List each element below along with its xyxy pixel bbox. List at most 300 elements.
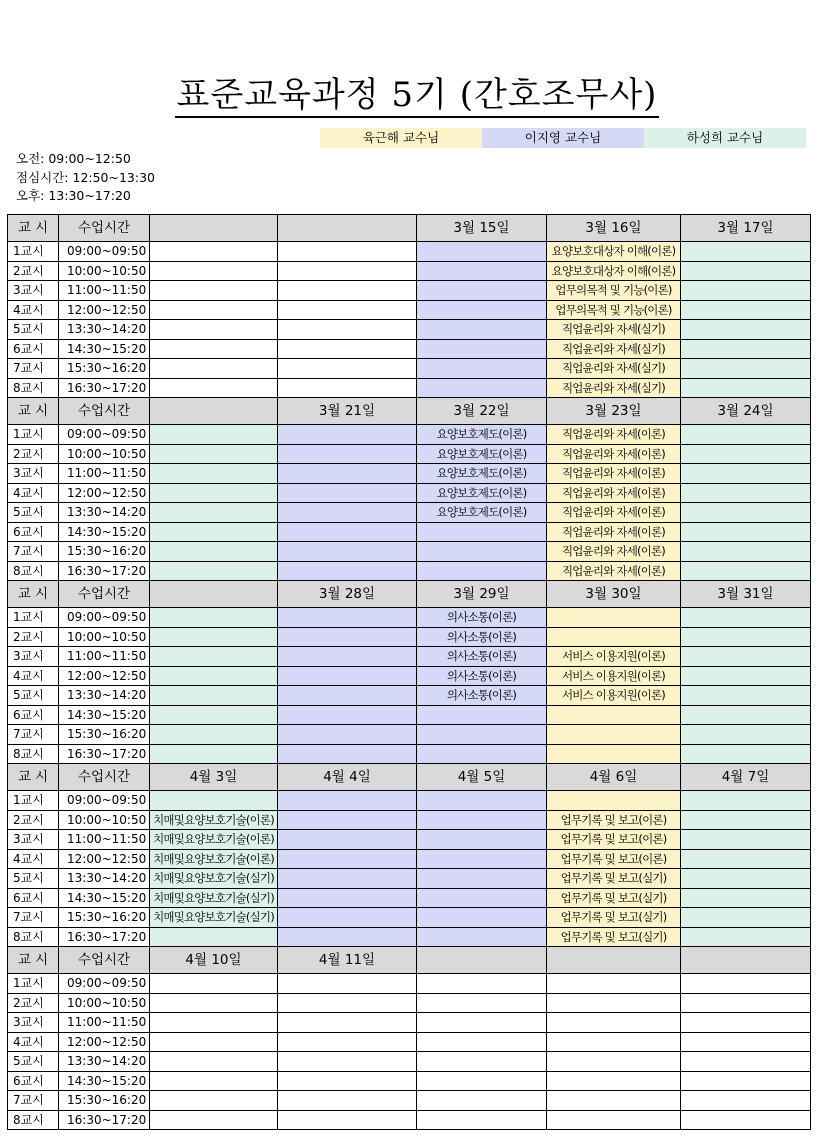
period-label: 6교시 xyxy=(8,522,59,542)
period-time: 10:00~10:50 xyxy=(59,444,150,464)
class-cell xyxy=(681,464,811,484)
class-cell xyxy=(681,869,811,889)
period-time: 14:30~15:20 xyxy=(59,1071,150,1091)
class-cell xyxy=(150,359,278,379)
period-time: 13:30~14:20 xyxy=(59,869,150,889)
class-cell: 의사소통(이론) xyxy=(417,608,547,628)
class-cell: 업무기록 및 보고(이론) xyxy=(547,810,681,830)
period-row xyxy=(8,300,811,320)
date-header: 3월 31일 xyxy=(681,581,811,608)
class-cell: 업무의목적 및 기능(이론) xyxy=(547,300,681,320)
class-cell: 직업윤리와 자세(이론) xyxy=(547,561,681,581)
class-cell xyxy=(547,744,681,764)
date-header: 4월 10일 xyxy=(150,947,278,974)
class-cell xyxy=(150,1013,278,1033)
class-cell xyxy=(150,300,278,320)
class-cell xyxy=(150,744,278,764)
period-time: 16:30~17:20 xyxy=(59,927,150,947)
class-cell: 요양보호제도(이론) xyxy=(417,503,547,523)
period-time: 09:00~09:50 xyxy=(59,242,150,262)
date-header xyxy=(547,947,681,974)
class-cell xyxy=(150,927,278,947)
period-time: 13:30~14:20 xyxy=(59,1052,150,1072)
class-cell xyxy=(278,608,417,628)
class-cell xyxy=(681,483,811,503)
date-header xyxy=(150,215,278,242)
class-cell xyxy=(417,1071,547,1091)
period-label: 3교시 xyxy=(8,830,59,850)
period-time: 11:00~11:50 xyxy=(59,281,150,301)
class-cell xyxy=(547,705,681,725)
class-cell xyxy=(681,849,811,869)
week-header-row xyxy=(8,215,811,242)
class-cell xyxy=(417,888,547,908)
class-cell: 직업윤리와 자세(이론) xyxy=(547,444,681,464)
period-label: 8교시 xyxy=(8,744,59,764)
class-cell xyxy=(417,810,547,830)
period-row xyxy=(8,791,811,811)
period-time: 14:30~15:20 xyxy=(59,888,150,908)
class-cell xyxy=(278,908,417,928)
class-cell xyxy=(681,627,811,647)
class-cell xyxy=(681,888,811,908)
period-label: 7교시 xyxy=(8,359,59,379)
class-cell xyxy=(417,725,547,745)
period-row xyxy=(8,1071,811,1091)
period-label: 4교시 xyxy=(8,483,59,503)
legend-instructor-3: 하성희 교수님 xyxy=(644,128,806,148)
class-cell xyxy=(681,522,811,542)
class-cell xyxy=(150,725,278,745)
class-cell xyxy=(681,810,811,830)
class-cell xyxy=(547,791,681,811)
class-cell xyxy=(278,791,417,811)
class-cell xyxy=(681,261,811,281)
class-cell xyxy=(417,974,547,994)
week-header-row xyxy=(8,398,811,425)
class-cell xyxy=(150,561,278,581)
period-label: 2교시 xyxy=(8,627,59,647)
period-row xyxy=(8,1013,811,1033)
class-cell xyxy=(278,359,417,379)
class-cell xyxy=(278,464,417,484)
date-header: 3월 28일 xyxy=(278,581,417,608)
class-cell: 직업윤리와 자세(이론) xyxy=(547,542,681,562)
class-cell: 업무의목적 및 기능(이론) xyxy=(547,281,681,301)
class-cell xyxy=(278,483,417,503)
class-cell xyxy=(681,339,811,359)
class-cell xyxy=(417,378,547,398)
week-header-row xyxy=(8,581,811,608)
class-cell xyxy=(417,791,547,811)
period-time: 16:30~17:20 xyxy=(59,378,150,398)
class-cell: 업무기록 및 보고(실기) xyxy=(547,908,681,928)
date-header: 3월 16일 xyxy=(547,215,681,242)
class-cell xyxy=(681,647,811,667)
period-label: 6교시 xyxy=(8,888,59,908)
class-cell xyxy=(278,725,417,745)
period-row xyxy=(8,1110,811,1130)
class-cell xyxy=(278,425,417,445)
class-cell xyxy=(278,810,417,830)
class-cell: 직업윤리와 자세(이론) xyxy=(547,522,681,542)
period-row xyxy=(8,725,811,745)
class-cell: 업무기록 및 보고(이론) xyxy=(547,830,681,850)
class-cell xyxy=(278,1052,417,1072)
period-label: 6교시 xyxy=(8,1071,59,1091)
period-time: 12:00~12:50 xyxy=(59,849,150,869)
class-cell xyxy=(278,974,417,994)
period-row xyxy=(8,542,811,562)
class-cell xyxy=(150,1032,278,1052)
class-cell xyxy=(681,666,811,686)
class-cell xyxy=(681,744,811,764)
class-cell xyxy=(417,927,547,947)
class-cell xyxy=(150,1071,278,1091)
period-row xyxy=(8,908,811,928)
class-cell: 업무기록 및 보고(실기) xyxy=(547,927,681,947)
class-cell: 서비스 이용지원(이론) xyxy=(547,647,681,667)
class-cell xyxy=(681,1091,811,1111)
class-cell xyxy=(681,908,811,928)
week-header-row xyxy=(8,947,811,974)
period-time: 11:00~11:50 xyxy=(59,647,150,667)
class-cell xyxy=(150,425,278,445)
class-cell xyxy=(681,608,811,628)
week-header-row xyxy=(8,764,811,791)
period-time: 12:00~12:50 xyxy=(59,483,150,503)
date-header: 3월 22일 xyxy=(417,398,547,425)
class-cell: 의사소통(이론) xyxy=(417,686,547,706)
date-header: 4월 4일 xyxy=(278,764,417,791)
class-cell xyxy=(417,359,547,379)
class-cell xyxy=(417,1110,547,1130)
class-cell xyxy=(417,561,547,581)
period-label: 4교시 xyxy=(8,666,59,686)
class-cell xyxy=(278,378,417,398)
class-cell xyxy=(681,705,811,725)
class-cell xyxy=(150,791,278,811)
date-header: 3월 23일 xyxy=(547,398,681,425)
class-cell xyxy=(278,993,417,1013)
class-cell xyxy=(681,1110,811,1130)
time-header: 수업시간 xyxy=(59,947,150,974)
period-row xyxy=(8,647,811,667)
period-label: 3교시 xyxy=(8,464,59,484)
class-cell xyxy=(278,1013,417,1033)
class-cell xyxy=(150,542,278,562)
period-label: 8교시 xyxy=(8,561,59,581)
class-cell xyxy=(681,378,811,398)
page-title-text: 표준교육과정 5기 (간호조무사) xyxy=(175,75,660,118)
class-cell xyxy=(150,1091,278,1111)
class-cell xyxy=(150,339,278,359)
period-time: 10:00~10:50 xyxy=(59,810,150,830)
class-cell xyxy=(150,993,278,1013)
class-cell xyxy=(681,1032,811,1052)
class-cell xyxy=(278,503,417,523)
class-cell xyxy=(278,1091,417,1111)
date-header: 4월 5일 xyxy=(417,764,547,791)
class-cell xyxy=(278,300,417,320)
class-cell: 직업윤리와 자세(실기) xyxy=(547,378,681,398)
period-row xyxy=(8,974,811,994)
period-row xyxy=(8,483,811,503)
period-time: 16:30~17:20 xyxy=(59,561,150,581)
period-header: 교 시 xyxy=(8,398,59,425)
class-cell: 요양보호제도(이론) xyxy=(417,425,547,445)
period-row xyxy=(8,744,811,764)
period-row xyxy=(8,927,811,947)
period-row xyxy=(8,339,811,359)
period-row xyxy=(8,1052,811,1072)
class-cell xyxy=(150,705,278,725)
period-time: 10:00~10:50 xyxy=(59,627,150,647)
period-label: 8교시 xyxy=(8,378,59,398)
class-cell xyxy=(681,1013,811,1033)
legend-instructor-2: 이지영 교수님 xyxy=(482,128,644,148)
class-cell xyxy=(278,522,417,542)
date-header: 4월 7일 xyxy=(681,764,811,791)
schedule-table xyxy=(7,214,811,1130)
class-cell xyxy=(150,503,278,523)
period-row xyxy=(8,261,811,281)
period-time: 13:30~14:20 xyxy=(59,686,150,706)
class-cell xyxy=(681,444,811,464)
class-cell xyxy=(278,686,417,706)
class-cell xyxy=(150,320,278,340)
class-cell xyxy=(417,1013,547,1033)
class-cell xyxy=(150,464,278,484)
class-cell xyxy=(278,261,417,281)
class-cell: 요양보호제도(이론) xyxy=(417,483,547,503)
period-time: 15:30~16:20 xyxy=(59,1091,150,1111)
period-time: 14:30~15:20 xyxy=(59,522,150,542)
class-cell: 직업윤리와 자세(이론) xyxy=(547,503,681,523)
date-header: 4월 11일 xyxy=(278,947,417,974)
class-cell xyxy=(547,1110,681,1130)
class-cell xyxy=(417,908,547,928)
class-cell xyxy=(681,791,811,811)
class-cell xyxy=(417,300,547,320)
period-row xyxy=(8,810,811,830)
class-cell xyxy=(681,927,811,947)
class-cell xyxy=(681,1071,811,1091)
period-time: 15:30~16:20 xyxy=(59,725,150,745)
class-cell xyxy=(417,869,547,889)
class-cell xyxy=(150,1110,278,1130)
period-row xyxy=(8,888,811,908)
period-label: 5교시 xyxy=(8,320,59,340)
date-header: 3월 30일 xyxy=(547,581,681,608)
period-header: 교 시 xyxy=(8,215,59,242)
class-cell xyxy=(278,281,417,301)
period-row xyxy=(8,869,811,889)
class-cell: 요양보호대상자 이해(이론) xyxy=(547,242,681,262)
date-header: 4월 3일 xyxy=(150,764,278,791)
period-row xyxy=(8,849,811,869)
period-row xyxy=(8,627,811,647)
date-header xyxy=(681,947,811,974)
date-header: 3월 17일 xyxy=(681,215,811,242)
class-cell: 치매및요양보호기술(이론) xyxy=(150,810,278,830)
class-cell xyxy=(417,993,547,1013)
class-cell xyxy=(681,300,811,320)
class-cell xyxy=(150,444,278,464)
period-label: 4교시 xyxy=(8,300,59,320)
class-cell: 의사소통(이론) xyxy=(417,627,547,647)
period-label: 6교시 xyxy=(8,705,59,725)
class-cell xyxy=(547,974,681,994)
period-time: 11:00~11:50 xyxy=(59,464,150,484)
period-label: 1교시 xyxy=(8,974,59,994)
class-cell: 직업윤리와 자세(실기) xyxy=(547,339,681,359)
class-cell xyxy=(681,561,811,581)
class-cell: 직업윤리와 자세(이론) xyxy=(547,425,681,445)
class-cell: 치매및요양보호기술(이론) xyxy=(150,830,278,850)
class-cell xyxy=(681,1052,811,1072)
class-cell xyxy=(150,483,278,503)
afternoon-time: 오후: 13:30~17:20 xyxy=(16,188,131,203)
class-cell xyxy=(547,627,681,647)
class-cell xyxy=(150,378,278,398)
class-cell xyxy=(278,927,417,947)
class-cell xyxy=(417,705,547,725)
class-cell: 업무기록 및 보고(실기) xyxy=(547,888,681,908)
morning-time: 오전: 09:00~12:50 xyxy=(16,151,131,166)
date-header: 3월 21일 xyxy=(278,398,417,425)
class-cell: 업무기록 및 보고(실기) xyxy=(547,869,681,889)
class-cell: 직업윤리와 자세(실기) xyxy=(547,359,681,379)
class-cell xyxy=(278,320,417,340)
class-cell: 치매및요양보호기술(실기) xyxy=(150,888,278,908)
period-label: 5교시 xyxy=(8,503,59,523)
class-cell xyxy=(278,444,417,464)
class-cell xyxy=(547,1013,681,1033)
time-header: 수업시간 xyxy=(59,398,150,425)
class-cell: 치매및요양보호기술(실기) xyxy=(150,869,278,889)
class-cell xyxy=(417,542,547,562)
period-label: 2교시 xyxy=(8,993,59,1013)
period-label: 7교시 xyxy=(8,1091,59,1111)
class-cell xyxy=(150,974,278,994)
class-cell xyxy=(150,242,278,262)
class-cell xyxy=(417,1091,547,1111)
period-label: 3교시 xyxy=(8,281,59,301)
period-label: 8교시 xyxy=(8,1110,59,1130)
class-cell xyxy=(417,281,547,301)
period-label: 4교시 xyxy=(8,1032,59,1052)
date-header: 3월 15일 xyxy=(417,215,547,242)
class-cell xyxy=(681,242,811,262)
period-time: 15:30~16:20 xyxy=(59,359,150,379)
period-label: 7교시 xyxy=(8,542,59,562)
period-row xyxy=(8,1032,811,1052)
class-cell: 의사소통(이론) xyxy=(417,666,547,686)
class-cell xyxy=(278,666,417,686)
period-time: 15:30~16:20 xyxy=(59,542,150,562)
date-header: 3월 29일 xyxy=(417,581,547,608)
class-cell xyxy=(547,1032,681,1052)
class-cell xyxy=(278,1110,417,1130)
class-cell: 요양보호제도(이론) xyxy=(417,464,547,484)
class-cell xyxy=(150,281,278,301)
period-time: 10:00~10:50 xyxy=(59,261,150,281)
class-cell: 치매및요양보호기술(실기) xyxy=(150,908,278,928)
class-cell: 업무기록 및 보고(이론) xyxy=(547,849,681,869)
class-cell xyxy=(278,627,417,647)
class-cell xyxy=(278,888,417,908)
period-time: 12:00~12:50 xyxy=(59,666,150,686)
class-cell: 의사소통(이론) xyxy=(417,647,547,667)
class-cell xyxy=(417,1032,547,1052)
class-cell xyxy=(278,830,417,850)
date-header: 4월 6일 xyxy=(547,764,681,791)
instructor-legend xyxy=(320,128,806,148)
period-time: 11:00~11:50 xyxy=(59,1013,150,1033)
period-label: 1교시 xyxy=(8,791,59,811)
class-cell xyxy=(681,542,811,562)
period-label: 4교시 xyxy=(8,849,59,869)
date-header xyxy=(150,398,278,425)
period-row xyxy=(8,1091,811,1111)
date-header xyxy=(417,947,547,974)
class-cell xyxy=(278,1032,417,1052)
period-label: 8교시 xyxy=(8,927,59,947)
class-cell xyxy=(547,1071,681,1091)
period-label: 2교시 xyxy=(8,810,59,830)
period-time: 13:30~14:20 xyxy=(59,320,150,340)
period-row xyxy=(8,444,811,464)
period-row xyxy=(8,359,811,379)
period-time: 09:00~09:50 xyxy=(59,425,150,445)
period-header: 교 시 xyxy=(8,581,59,608)
class-cell xyxy=(278,542,417,562)
class-cell xyxy=(278,705,417,725)
class-cell xyxy=(547,1091,681,1111)
period-label: 1교시 xyxy=(8,242,59,262)
class-cell xyxy=(278,849,417,869)
period-row xyxy=(8,522,811,542)
class-cell xyxy=(681,830,811,850)
class-cell: 요양보호대상자 이해(이론) xyxy=(547,261,681,281)
period-row xyxy=(8,608,811,628)
class-cell xyxy=(681,993,811,1013)
date-header xyxy=(278,215,417,242)
period-time: 12:00~12:50 xyxy=(59,1032,150,1052)
period-time: 16:30~17:20 xyxy=(59,1110,150,1130)
class-cell xyxy=(150,522,278,542)
period-label: 2교시 xyxy=(8,261,59,281)
period-row xyxy=(8,242,811,262)
class-cell xyxy=(150,686,278,706)
time-header: 수업시간 xyxy=(59,581,150,608)
class-cell xyxy=(681,320,811,340)
class-cell xyxy=(278,744,417,764)
period-time: 10:00~10:50 xyxy=(59,993,150,1013)
period-label: 3교시 xyxy=(8,1013,59,1033)
class-cell xyxy=(150,261,278,281)
class-cell xyxy=(417,522,547,542)
date-header xyxy=(150,581,278,608)
time-header: 수업시간 xyxy=(59,764,150,791)
class-cell xyxy=(681,281,811,301)
class-cell xyxy=(417,339,547,359)
class-cell xyxy=(278,561,417,581)
time-header: 수업시간 xyxy=(59,215,150,242)
period-header: 교 시 xyxy=(8,764,59,791)
class-cell xyxy=(417,744,547,764)
